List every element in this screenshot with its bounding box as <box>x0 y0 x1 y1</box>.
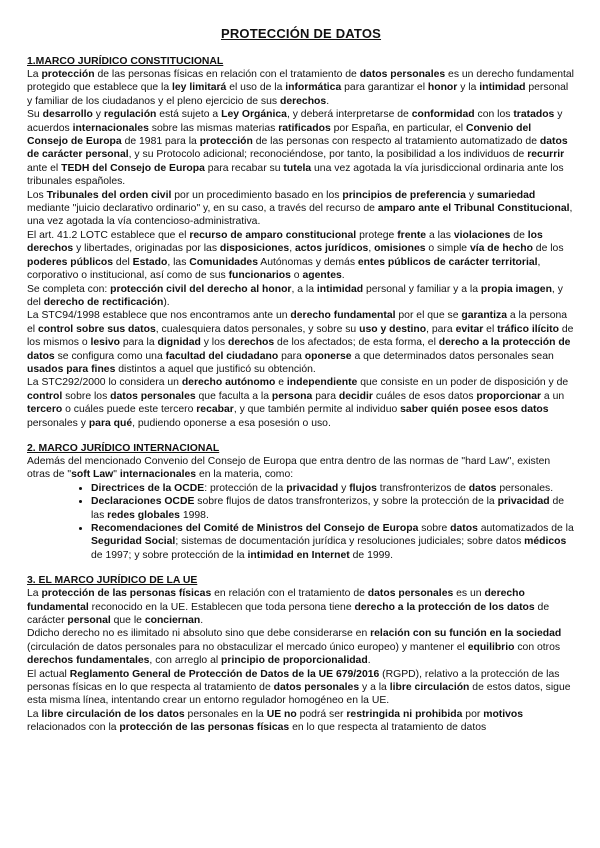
bold-text: omisiones <box>374 243 426 255</box>
bold-text: control <box>27 390 63 402</box>
bold-text: motivos <box>483 708 524 720</box>
bold-text: tráfico ilícito <box>497 323 559 335</box>
text-run: y a la <box>359 682 390 694</box>
bold-text: médicos <box>524 536 567 548</box>
text-run: : protección de la <box>204 482 287 494</box>
bold-text: datos personales <box>367 588 454 600</box>
bold-text: lesivo <box>90 337 120 349</box>
text-run: personal y familiar de los ciudadanos y el pleno ejercicio de sus <box>27 82 569 107</box>
text-run: e <box>275 377 287 389</box>
text-run: y <box>92 109 104 121</box>
text-run: de carácter <box>27 601 550 627</box>
bold-text: recurrir <box>527 149 565 161</box>
bold-text: TEDH del Consejo de Europa <box>61 162 205 174</box>
bold-text: datos <box>468 482 497 494</box>
bold-text: poderes públicos <box>27 256 114 268</box>
bullet-list <box>27 482 575 562</box>
bold-text: principios de preferencia <box>342 189 466 201</box>
paragraph <box>27 309 575 376</box>
bold-text: regulación <box>103 109 157 121</box>
text-run: La STC94/1998 establece que nos encontramos ante un <box>27 310 291 322</box>
bold-text: decidir <box>338 390 373 402</box>
text-run: . <box>341 270 345 282</box>
text-run: cuáles de esos datos <box>372 390 477 402</box>
text-run: , y que también permite al individuo <box>233 404 401 416</box>
text-run: (RGPD), relativo a la protección de las personas físicas en lo que respecta al tratamiento de <box>27 668 560 694</box>
text-run: protege <box>356 229 398 241</box>
section-heading: 3. EL MARCO JURÍDICO DE LA UE <box>27 575 198 587</box>
text-run: La <box>27 708 42 720</box>
bold-text: derechos <box>227 337 275 349</box>
bold-text: honor <box>427 82 458 94</box>
text-run: y <box>465 189 477 201</box>
text-run: en la materia, como: <box>196 469 294 481</box>
bold-text: ley limitará <box>172 82 227 94</box>
bold-text: dignidad <box>157 337 201 349</box>
bold-text: los derechos <box>27 229 543 255</box>
bold-text: derecho de rectificación <box>43 296 164 308</box>
text-run: del <box>113 256 133 268</box>
text-run: para garantizar el <box>341 82 428 94</box>
bold-text: conformidad <box>411 109 475 121</box>
text-run: relacionados con la <box>27 722 120 734</box>
text-run: para recabar su <box>204 162 284 174</box>
bold-text: proporcionar <box>476 390 542 402</box>
bold-text: derecho a la protección de los datos <box>354 601 535 613</box>
text-run: de los mismos o <box>27 323 574 349</box>
bold-text: frente <box>397 229 427 241</box>
document-body <box>27 55 575 735</box>
bold-text: uso y destino <box>359 323 427 335</box>
text-run: es un derecho fundamental protegido que establece que la <box>27 69 574 94</box>
bold-text: redes globales <box>107 509 180 521</box>
text-run: ). <box>163 296 170 308</box>
bold-text: propia imagen <box>480 283 552 295</box>
paragraph <box>27 455 575 482</box>
section-3 <box>27 574 575 734</box>
text-run: . <box>200 615 204 627</box>
paragraph <box>27 229 575 283</box>
text-run: de los afectados; de esta forma, el <box>274 337 439 349</box>
bold-text: datos de carácter personal <box>27 136 568 161</box>
bold-text: desarrollo <box>42 109 93 121</box>
bold-text: soft Law <box>71 469 114 481</box>
bold-text: recabar <box>196 404 234 416</box>
text-run: o <box>290 270 303 282</box>
text-run: y la <box>457 82 480 94</box>
text-run: " <box>113 469 120 481</box>
bold-text: libre circulación de los datos <box>41 708 185 720</box>
text-run: sobre los <box>62 390 111 402</box>
bold-text: recurso de amparo constitucional <box>189 229 357 241</box>
text-run: , corporativo o institucional, así como de sus <box>27 256 541 282</box>
text-run: La <box>27 588 42 600</box>
bold-text: Seguridad Social <box>91 536 176 548</box>
text-run: a un <box>541 390 565 402</box>
bold-text: restringida ni prohibida <box>346 708 463 720</box>
bold-text: tratados <box>513 109 555 121</box>
section-2 <box>27 442 575 562</box>
bold-text: equilibrio <box>467 641 515 653</box>
bold-text: internacionales <box>119 469 197 481</box>
text-run: y los <box>200 337 228 349</box>
bold-text: Recomendaciones del Comité de Ministros del Consejo de Europa <box>91 523 419 534</box>
list-item <box>91 495 575 522</box>
bold-text: oponerse <box>304 350 352 362</box>
bold-text: Ley Orgánica <box>221 109 287 121</box>
text-run: , <box>368 243 375 255</box>
bold-text: Comunidades <box>189 256 258 268</box>
text-run: de 1981 para la <box>121 136 200 148</box>
text-run: por España, en particular, el <box>330 122 466 134</box>
text-run: podrá ser <box>296 708 347 720</box>
bold-text: privacidad <box>497 496 550 508</box>
paragraph <box>27 587 575 627</box>
text-run: de los <box>532 243 564 255</box>
bold-text: protección civil del derecho al honor <box>110 283 292 295</box>
text-run: en relación con el tratamiento de <box>211 588 368 600</box>
text-run: sobre <box>418 523 451 534</box>
text-run: 1998. <box>179 509 209 521</box>
bold-text: derecho autónomo <box>181 377 276 389</box>
text-run: de estos datos, sigue esta misma línea, intentando crear un entorno regulador homogéneo en la UE. <box>27 682 571 707</box>
text-run: para la <box>119 337 158 349</box>
bold-text: intimidad <box>479 82 526 94</box>
text-run: , y del <box>27 283 563 308</box>
bold-text: usados para fines <box>27 363 116 375</box>
paragraph <box>27 668 575 708</box>
text-run: Ddicho derecho no es ilimitado ni absoluto sino que debe considerarse en <box>27 628 371 640</box>
text-run: personal y familiar y a la <box>363 283 481 295</box>
text-run: , y su Protocolo adicional; reconociéndose, por tanto, la posibilidad a los individuos de <box>128 149 528 161</box>
text-run: por un procedimiento basado en los <box>171 189 343 201</box>
bold-text: funcionarios <box>228 270 291 282</box>
text-run: de las personas físicas en relación con el tratamiento de <box>94 69 360 80</box>
text-run: Se completa con: <box>27 283 111 295</box>
text-run: con otros <box>514 641 561 653</box>
text-run: , con arreglo al <box>149 655 222 667</box>
text-run: para <box>312 390 339 402</box>
text-run: reconocido en la UE. Establecen que toda persona tiene <box>88 601 355 613</box>
text-run: personales en la <box>184 708 267 720</box>
text-run: , las <box>167 256 190 268</box>
text-run: de <box>510 229 528 241</box>
bold-text: internacionales <box>72 122 149 134</box>
bold-text: privacidad <box>286 482 339 494</box>
bold-text: flujos <box>349 482 377 494</box>
bold-text: derechos <box>279 95 327 107</box>
text-run: , a la <box>291 283 317 295</box>
text-run: ; sistemas de documentación jurídica y resoluciones judiciales; sobre datos <box>175 536 525 548</box>
text-run: en lo que respecta al tratamiento de datos <box>289 722 487 734</box>
bold-text: facultad del ciudadano <box>165 350 279 362</box>
text-run: es un <box>453 588 485 600</box>
text-run: . <box>367 655 371 667</box>
paragraph <box>27 108 575 188</box>
text-run: El art. 41.2 LOTC establece que el <box>27 229 190 241</box>
bold-text: protección de las personas físicas <box>41 588 212 600</box>
text-run: sobre flujos de datos transfronterizos, y sobre la protección de la <box>194 496 498 508</box>
bold-text: tutela <box>283 162 312 174</box>
bold-text: saber quién posee esos datos <box>400 404 549 416</box>
text-run: a las <box>426 229 454 241</box>
text-run: Su <box>27 109 43 121</box>
text-run: personales y <box>27 417 89 429</box>
bold-text: principio de proporcionalidad <box>221 655 368 667</box>
text-run: personales. <box>496 482 554 494</box>
paragraph <box>27 376 575 430</box>
text-run: . <box>326 95 330 107</box>
section-heading: 1.MARCO JURÍDICO CONSTITUCIONAL <box>27 56 224 67</box>
text-run: , cualesquiera datos personales, y sobre su <box>155 323 360 335</box>
bold-text: actos jurídicos <box>294 243 369 255</box>
text-run: que consiste en un poder de disposición y de <box>357 377 569 389</box>
text-run: , pudiendo oponerse a esa posesión o uso. <box>132 417 331 429</box>
bold-text: entes públicos de carácter territorial <box>357 256 538 268</box>
text-run: con los <box>474 109 514 121</box>
text-run: para <box>278 350 305 362</box>
bold-text: derecho fundamental <box>290 310 396 322</box>
bold-text: vía de hecho <box>469 243 533 255</box>
text-run: por <box>462 708 484 720</box>
text-run: , para <box>426 323 456 335</box>
bold-text: agentes <box>302 270 342 282</box>
text-run: de las <box>91 496 565 521</box>
bold-text: informática <box>285 82 342 94</box>
text-run: automatizados de la <box>477 523 574 534</box>
bold-text: Reglamento General de Protección de Datos de la UE 679/2016 <box>69 668 380 680</box>
document-title: PROTECCIÓN DE DATOS <box>220 26 382 41</box>
bold-text: personal <box>67 615 111 627</box>
bold-text: control sobre sus datos <box>37 323 156 335</box>
text-run: o simple <box>425 243 470 255</box>
bold-text: Tribunales del orden civil <box>46 189 172 201</box>
paragraph <box>27 708 575 735</box>
text-run: y <box>338 482 350 494</box>
text-run: a la persona el <box>27 310 568 335</box>
text-run: está sujeto a <box>156 109 222 121</box>
bold-text: UE no <box>266 708 297 720</box>
bold-text: conciernan <box>144 615 201 627</box>
text-run: (circulación de datos personales para no obstaculizar el mercado único europeo) y mantener el <box>27 641 468 653</box>
section-1 <box>27 55 575 430</box>
text-run: , <box>289 243 295 255</box>
bold-text: datos personales <box>273 682 360 694</box>
bold-text: datos <box>450 523 478 534</box>
bold-text: para qué <box>88 417 133 429</box>
bold-text: relación con su función en la sociedad <box>370 628 562 640</box>
bold-text: derecho fundamental <box>27 588 525 613</box>
bold-text: libre circulación <box>389 682 470 694</box>
text-run: de 1999. <box>349 549 394 561</box>
text-run: el uso de la <box>226 82 286 94</box>
text-run: una vez agotada la vía jurisdiccional ordinaria ante los tribunales españoles. <box>27 162 564 188</box>
text-run: y libertades, originadas por las <box>73 243 220 255</box>
paragraph <box>27 68 575 108</box>
list-item <box>91 482 575 495</box>
document-page <box>27 26 575 747</box>
text-run: Autónomas y demás <box>257 256 358 268</box>
text-run: distintos a aquel que justificó su obtención. <box>115 363 316 375</box>
bold-text: evitar <box>455 323 484 335</box>
text-run: y acuerdos <box>27 109 563 134</box>
text-run: que faculta a la <box>195 390 272 402</box>
text-run: sobre las mismas materias <box>148 122 279 134</box>
bold-text: intimidad en Internet <box>247 549 350 561</box>
bold-text: ratificados <box>278 122 331 134</box>
text-run: ante el <box>27 162 62 174</box>
text-run: a que determinados datos personales sean <box>351 350 554 362</box>
text-run: El actual <box>27 668 70 680</box>
bold-text: independiente <box>286 377 358 389</box>
text-run: , una vez agotada la vía contencioso-administrativa. <box>27 203 573 228</box>
bold-text: protección <box>41 69 95 80</box>
paragraph <box>27 189 575 229</box>
bold-text: derecho a la protección de datos <box>27 337 571 362</box>
text-run: La <box>27 69 42 80</box>
text-run: que le <box>110 615 145 627</box>
bold-text: sumariedad <box>476 189 536 201</box>
bold-text: violaciones <box>453 229 511 241</box>
bold-text: garantiza <box>461 310 507 322</box>
bold-text: protección <box>199 136 253 148</box>
text-run: de las personas con respecto al tratamiento automatizado de <box>252 136 540 148</box>
text-run: se configura como una <box>54 350 166 362</box>
paragraph <box>27 283 575 310</box>
text-run: Además del mencionado Convenio del Consejo de Europa que entra dentro de las normas de "hard Law", existen otras de " <box>27 455 551 481</box>
text-run: por el que se <box>395 310 462 322</box>
bold-text: derechos fundamentales <box>27 655 150 667</box>
bold-text: datos personales <box>359 69 446 80</box>
bold-text: persona <box>271 390 313 402</box>
text-run: o cuáles puede este tercero <box>62 404 197 416</box>
bold-text: amparo ante el Tribunal Constitucional <box>377 203 570 215</box>
bold-text: protección de las personas físicas <box>119 722 290 734</box>
bold-text: Declaraciones OCDE <box>91 496 195 508</box>
section-heading: 2. MARCO JURÍDICO INTERNACIONAL <box>27 442 220 454</box>
list-item <box>91 522 575 562</box>
bold-text: Estado <box>132 256 168 268</box>
bold-text: Convenio del Consejo de Europa <box>27 122 532 148</box>
text-run: de 1997; y sobre protección de la <box>91 549 248 561</box>
text-run: mediante "juicio declarativo ordinario" y, en su caso, a través del recurso de <box>27 203 378 215</box>
text-run: , y deberá interpretarse de <box>286 109 412 121</box>
text-run: Los <box>27 189 47 201</box>
bold-text: Directrices de la OCDE <box>91 482 205 494</box>
text-run: La STC292/2000 lo considera un <box>27 377 182 389</box>
text-run: el <box>483 323 498 335</box>
bold-text: intimidad <box>316 283 364 295</box>
bold-text: datos personales <box>110 390 196 402</box>
paragraph <box>27 627 575 667</box>
bold-text: tercero <box>27 404 63 416</box>
bold-text: disposiciones <box>219 243 290 255</box>
text-run: transfronterizos de <box>376 482 469 494</box>
